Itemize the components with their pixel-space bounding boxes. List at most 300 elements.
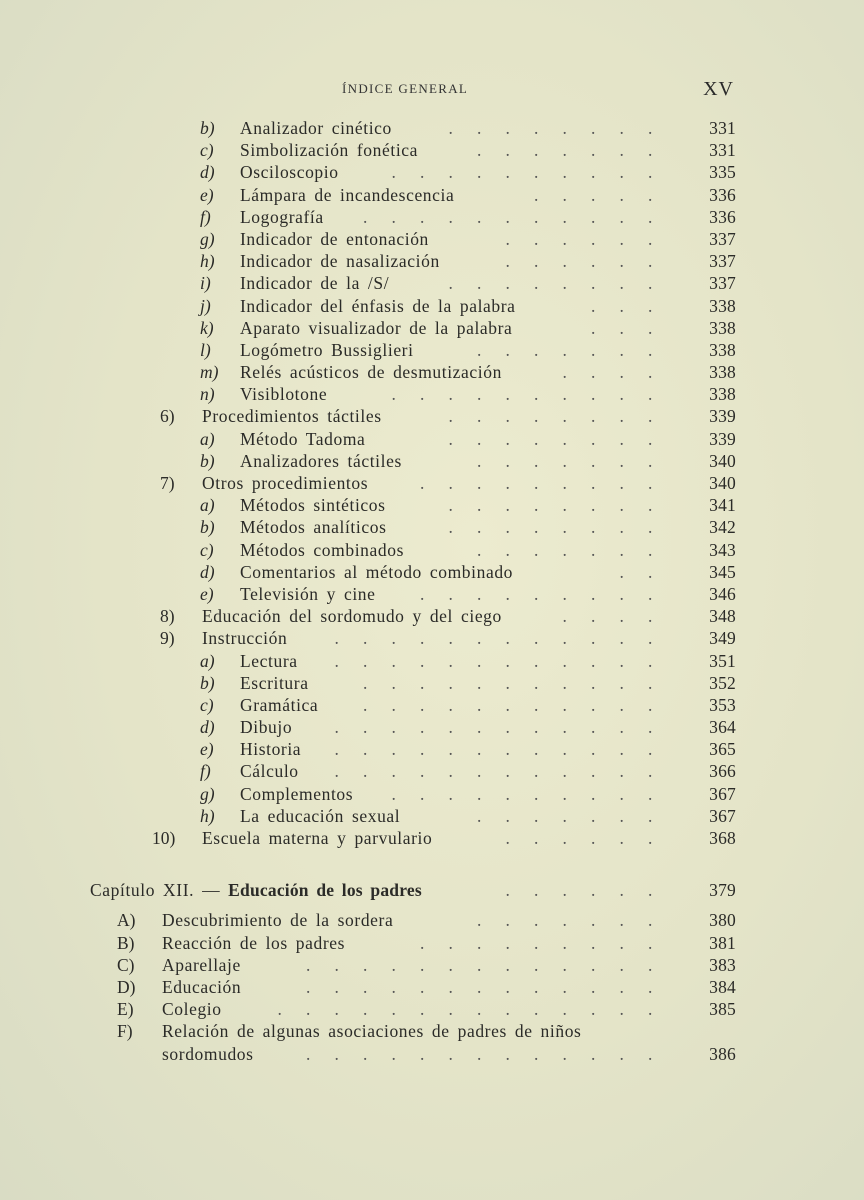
entry-title: Relación de algunas asociaciones de padres de niños: [162, 1021, 582, 1042]
entry-title: Analizadores táctiles: [240, 450, 402, 471]
entry-label: k): [200, 317, 214, 338]
leader-dot: .: [505, 999, 510, 1020]
leader-dot: .: [619, 976, 624, 997]
leader-dot: .: [591, 828, 596, 848]
entry-page-number: 345: [709, 561, 736, 582]
leader-dot: .: [619, 910, 624, 931]
leader-dot: .: [391, 783, 396, 804]
leader-dot: .: [562, 450, 567, 471]
leader-dot: .: [505, 783, 510, 804]
leader-dot: .: [391, 739, 396, 760]
leader-dot: .: [591, 339, 596, 360]
leader-dot: .: [448, 932, 453, 953]
leader-dot: .: [619, 672, 624, 693]
leader-dot: .: [448, 761, 453, 782]
leader-dot: .: [391, 761, 396, 782]
toc-section[interactable]: [0, 932, 864, 954]
leader-dot: .: [477, 140, 482, 161]
leader-dot: .: [648, 228, 653, 249]
leader-dot: .: [534, 783, 539, 804]
leader-dot: .: [591, 783, 596, 804]
leader-dot: .: [619, 428, 624, 449]
leader-dot: .: [648, 606, 653, 627]
leader-dot: .: [363, 976, 368, 997]
leader-dot: .: [562, 739, 567, 760]
toc-subentry[interactable]: [0, 383, 864, 405]
toc-subentry[interactable]: [0, 650, 864, 672]
leader-dot: .: [420, 583, 425, 604]
entry-page-number: 338: [709, 362, 736, 383]
leader-dot: .: [562, 606, 567, 627]
toc-subentry[interactable]: [0, 317, 864, 339]
toc-subentry[interactable]: [0, 117, 864, 139]
toc-section[interactable]: [0, 954, 864, 976]
entry-page-number: 336: [709, 206, 736, 227]
leader-dot: .: [591, 317, 596, 338]
entry-label: f): [200, 761, 211, 782]
leader-dot: .: [591, 1043, 596, 1064]
leader-dot: .: [619, 273, 624, 294]
leader-dot: .: [420, 384, 425, 405]
leader-dot: .: [477, 628, 482, 649]
leader-dot: .: [391, 206, 396, 227]
leader-dot: .: [619, 999, 624, 1020]
leader-dot: .: [562, 273, 567, 294]
entry-title: Gramática: [240, 694, 319, 715]
toc-section-continuation[interactable]: [0, 1043, 864, 1065]
toc-entry[interactable]: [0, 405, 864, 427]
leader-dot: .: [363, 672, 368, 693]
leader-dot: .: [648, 910, 653, 931]
leader-dot: .: [477, 954, 482, 975]
leader-dot: .: [505, 539, 510, 560]
leader-dot: .: [420, 739, 425, 760]
entry-title: Procedimientos táctiles: [202, 406, 382, 427]
leader-dot: .: [477, 976, 482, 997]
leader-dot: .: [591, 140, 596, 161]
chapter-name: Educación de los padres: [228, 880, 422, 901]
entry-title: Cálculo: [240, 761, 299, 782]
toc-subentry[interactable]: [0, 805, 864, 827]
toc-subentry[interactable]: [0, 184, 864, 206]
leader-dot: .: [448, 406, 453, 427]
entry-page-number: 352: [709, 672, 736, 693]
leader-dot: .: [562, 650, 567, 671]
leader-dot: .: [648, 628, 653, 649]
entry-label: D): [117, 976, 136, 997]
leader-dot: .: [591, 606, 596, 627]
leader-dot: .: [420, 999, 425, 1020]
leader-dot: .: [420, 672, 425, 693]
entry-page-number: 342: [709, 517, 736, 538]
leader-dot: .: [562, 628, 567, 649]
leader-dot: .: [534, 650, 539, 671]
leader-dot: .: [591, 739, 596, 760]
leader-dot: .: [619, 583, 624, 604]
leader-dot: .: [562, 473, 567, 493]
leader-dot: .: [334, 717, 339, 738]
leader-dot: .: [448, 999, 453, 1020]
leader-dot: .: [619, 162, 624, 183]
leader-dot: .: [448, 384, 453, 405]
leader-dot: .: [391, 650, 396, 671]
leader-dot: .: [534, 450, 539, 471]
leader-dot: .: [534, 694, 539, 715]
leader-dot: .: [562, 539, 567, 560]
toc-subentry[interactable]: [0, 738, 864, 760]
entry-page-number: 337: [709, 251, 736, 272]
leader-dot: .: [448, 495, 453, 516]
leader-dot: .: [619, 739, 624, 760]
leader-dot: .: [534, 406, 539, 427]
leader-dot: .: [334, 976, 339, 997]
leader-dot: .: [534, 976, 539, 997]
entry-page-number: 384: [709, 976, 736, 997]
leader-dot: .: [505, 583, 510, 604]
leader-dot: .: [505, 473, 510, 493]
toc-subentry[interactable]: [0, 139, 864, 161]
leader-dot: .: [420, 162, 425, 183]
leader-dot: .: [505, 228, 510, 249]
toc-section[interactable]: [0, 909, 864, 931]
leader-dot: .: [648, 384, 653, 405]
entry-label: j): [200, 295, 211, 316]
leader-dot: .: [477, 910, 482, 931]
toc-section[interactable]: [0, 1020, 864, 1042]
leader-dot: .: [448, 517, 453, 538]
leader-dot: .: [562, 954, 567, 975]
toc-subentry[interactable]: [0, 272, 864, 294]
leader-dot: .: [591, 880, 596, 901]
leader-dot: .: [505, 910, 510, 931]
toc-chapter-heading[interactable]: [0, 879, 864, 901]
toc-subentry[interactable]: [0, 494, 864, 516]
leader-dot: .: [505, 932, 510, 953]
leader-dot: .: [648, 339, 653, 360]
leader-dot: .: [619, 317, 624, 338]
toc-subentry[interactable]: [0, 694, 864, 716]
entry-page-number: 341: [709, 495, 736, 516]
leader-dot: .: [534, 517, 539, 538]
chapter-page-number: 379: [709, 880, 736, 901]
leader-dot: .: [648, 739, 653, 760]
leader-dot: .: [591, 384, 596, 405]
leader-dot: .: [505, 384, 510, 405]
leader-dot: .: [591, 976, 596, 997]
entry-title: Televisión y cine: [240, 583, 376, 604]
leader-dot: .: [334, 1043, 339, 1064]
leader-dot: .: [448, 717, 453, 738]
leader-dot: .: [619, 805, 624, 826]
toc-subentry[interactable]: [0, 539, 864, 561]
entry-title: Logografía: [240, 206, 324, 227]
leader-dot: .: [648, 880, 653, 901]
leader-dot: .: [591, 406, 596, 427]
leader-dot: .: [562, 828, 567, 848]
toc-subentry[interactable]: [0, 583, 864, 605]
leader-dot: .: [448, 162, 453, 183]
leader-dot: .: [477, 650, 482, 671]
leader-dot: .: [591, 717, 596, 738]
toc-subentry[interactable]: [0, 450, 864, 472]
toc-subentry[interactable]: [0, 206, 864, 228]
leader-dot: .: [562, 583, 567, 604]
leader-dot: .: [534, 880, 539, 901]
entry-page-number: 337: [709, 273, 736, 294]
leader-dot: .: [477, 783, 482, 804]
leader-dot: .: [534, 184, 539, 205]
entry-page-number: 364: [709, 717, 736, 738]
leader-dot: .: [505, 880, 510, 901]
leader-dot: .: [534, 339, 539, 360]
entry-label: h): [200, 251, 215, 272]
running-head: [0, 78, 864, 100]
leader-dot: .: [534, 206, 539, 227]
entry-title: Educación: [162, 976, 242, 997]
toc-subentry[interactable]: [0, 760, 864, 782]
entry-page-number: 343: [709, 539, 736, 560]
leader-dot: .: [363, 650, 368, 671]
leader-dot: .: [648, 118, 653, 138]
entry-title: Indicador de entonación: [240, 228, 429, 249]
leader-dot: .: [648, 317, 653, 338]
entry-title: Indicador de la /S/: [240, 273, 390, 294]
entry-label: F): [117, 1021, 133, 1042]
entry-label: E): [117, 999, 134, 1020]
toc-subentry[interactable]: [0, 716, 864, 738]
entry-label: a): [200, 650, 215, 671]
leader-dot: .: [648, 473, 653, 493]
entry-title: Escritura: [240, 672, 309, 693]
leader-dot: .: [591, 954, 596, 975]
leader-dot: .: [477, 339, 482, 360]
entry-page-number: 386: [709, 1043, 736, 1064]
leader-dot: .: [363, 999, 368, 1020]
toc-subentry[interactable]: [0, 339, 864, 361]
leader-dot: .: [391, 162, 396, 183]
leader-dot: .: [534, 273, 539, 294]
leader-dot: .: [562, 783, 567, 804]
leader-dot: .: [648, 583, 653, 604]
entry-title: sordomudos: [162, 1043, 254, 1064]
toc-entry[interactable]: [0, 605, 864, 627]
leader-dot: .: [534, 761, 539, 782]
entry-page-number: 338: [709, 295, 736, 316]
entry-title: Lámpara de incandescencia: [240, 184, 455, 205]
leader-dot: .: [562, 495, 567, 516]
leader-dot: .: [591, 450, 596, 471]
leader-dot: .: [562, 805, 567, 826]
leader-dot: .: [591, 295, 596, 316]
entry-page-number: 351: [709, 650, 736, 671]
leader-dot: .: [477, 473, 482, 493]
leader-dot: .: [619, 140, 624, 161]
entry-page-number: 365: [709, 739, 736, 760]
entry-page-number: 349: [709, 628, 736, 649]
leader-dot: .: [534, 495, 539, 516]
entry-page-number: 331: [709, 140, 736, 161]
leader-dot: .: [591, 517, 596, 538]
leader-dot: .: [505, 628, 510, 649]
leader-dot: .: [363, 1043, 368, 1064]
leader-dot: .: [477, 273, 482, 294]
leader-dot: .: [591, 539, 596, 560]
leader-dot: .: [363, 761, 368, 782]
leader-dot: .: [420, 783, 425, 804]
toc-subentry[interactable]: [0, 428, 864, 450]
entry-title: Método Tadoma: [240, 428, 366, 449]
leader-dot: .: [619, 694, 624, 715]
leader-dot: .: [591, 473, 596, 493]
leader-dot: .: [334, 761, 339, 782]
entry-page-number: 337: [709, 228, 736, 249]
entry-title: Descubrimiento de la sordera: [162, 910, 394, 931]
leader-dot: .: [477, 1043, 482, 1064]
leader-dot: .: [391, 694, 396, 715]
leader-dot: .: [477, 539, 482, 560]
leader-dot: .: [448, 672, 453, 693]
leader-dot: .: [448, 976, 453, 997]
leader-dot: .: [648, 761, 653, 782]
toc-section[interactable]: [0, 998, 864, 1020]
leader-dot: .: [391, 628, 396, 649]
entry-label: m): [200, 362, 219, 383]
toc-subentry[interactable]: [0, 672, 864, 694]
leader-dot: .: [648, 140, 653, 161]
leader-dot: .: [363, 206, 368, 227]
leader-dot: .: [619, 118, 624, 138]
entry-page-number: 366: [709, 761, 736, 782]
leader-dot: .: [591, 118, 596, 138]
leader-dot: .: [420, 761, 425, 782]
entry-title: Comentarios al método combinado: [240, 561, 514, 582]
entry-title: Otros procedimientos: [202, 473, 369, 493]
leader-dot: .: [619, 384, 624, 405]
toc-subentry[interactable]: [0, 228, 864, 250]
leader-dot: .: [505, 828, 510, 848]
entry-page-number: 335: [709, 162, 736, 183]
leader-dot: .: [505, 694, 510, 715]
entry-label: e): [200, 739, 214, 760]
leader-dot: .: [591, 999, 596, 1020]
leader-dot: .: [534, 539, 539, 560]
entry-label: b): [200, 672, 215, 693]
leader-dot: .: [648, 251, 653, 272]
leader-dot: .: [420, 473, 425, 493]
leader-dot: .: [562, 932, 567, 953]
leader-dot: .: [420, 1043, 425, 1064]
entry-page-number: 331: [709, 118, 736, 138]
toc-section[interactable]: [0, 976, 864, 998]
leader-dot: .: [591, 761, 596, 782]
entry-title: Métodos analíticos: [240, 517, 387, 538]
leader-dot: .: [619, 295, 624, 316]
leader-dot: .: [534, 828, 539, 848]
leader-dot: .: [619, 761, 624, 782]
toc-entry[interactable]: [0, 827, 864, 849]
leader-dot: .: [448, 954, 453, 975]
leader-dot: .: [505, 517, 510, 538]
leader-dot: .: [448, 650, 453, 671]
leader-dot: .: [591, 932, 596, 953]
toc-subentry[interactable]: [0, 361, 864, 383]
toc-subentry[interactable]: [0, 295, 864, 317]
leader-dot: .: [534, 118, 539, 138]
chapter-title: [90, 879, 422, 901]
leader-dot: .: [334, 739, 339, 760]
toc-subentry[interactable]: [0, 516, 864, 538]
leader-dot: .: [391, 1043, 396, 1064]
leader-dot: .: [448, 694, 453, 715]
leader-dot: .: [648, 539, 653, 560]
entry-label: a): [200, 495, 215, 516]
leader-dot: .: [619, 828, 624, 848]
entry-title: Dibujo: [240, 717, 293, 738]
leader-dot: .: [591, 583, 596, 604]
leader-dot: .: [477, 384, 482, 405]
leader-dot: .: [477, 206, 482, 227]
leader-dot: .: [562, 162, 567, 183]
entry-title: Analizador cinético: [240, 118, 392, 138]
entry-label: 9): [160, 628, 175, 649]
entry-label: c): [200, 140, 214, 161]
entry-title: Instrucción: [202, 628, 288, 649]
leader-dot: .: [591, 694, 596, 715]
entry-label: c): [200, 694, 214, 715]
leader-dot: .: [591, 805, 596, 826]
leader-dot: .: [391, 999, 396, 1020]
leader-dot: .: [420, 206, 425, 227]
toc-subentry[interactable]: [0, 161, 864, 183]
toc-entry[interactable]: [0, 627, 864, 649]
leader-dot: .: [477, 428, 482, 449]
leader-dot: .: [420, 976, 425, 997]
leader-dot: .: [591, 910, 596, 931]
leader-dot: .: [648, 976, 653, 997]
leader-dot: .: [591, 162, 596, 183]
leader-dot: .: [505, 954, 510, 975]
leader-dot: .: [534, 999, 539, 1020]
leader-dot: .: [648, 999, 653, 1020]
leader-dot: .: [306, 954, 311, 975]
leader-dot: .: [562, 517, 567, 538]
toc-entry[interactable]: [0, 472, 864, 494]
toc-subentry[interactable]: [0, 783, 864, 805]
leader-dot: .: [477, 805, 482, 826]
leader-dot: .: [477, 583, 482, 604]
leader-dot: .: [648, 828, 653, 848]
leader-dot: .: [391, 954, 396, 975]
toc-subentry[interactable]: [0, 250, 864, 272]
leader-dot: .: [562, 362, 567, 383]
leader-dot: .: [562, 228, 567, 249]
leader-dot: .: [448, 739, 453, 760]
leader-dot: .: [448, 428, 453, 449]
toc-subentry[interactable]: [0, 561, 864, 583]
entry-page-number: 380: [709, 910, 736, 931]
leader-dot: .: [505, 761, 510, 782]
leader-dot: .: [648, 184, 653, 205]
leader-dot: .: [534, 583, 539, 604]
leader-dot: .: [420, 650, 425, 671]
entry-title: Indicador del énfasis de la palabra: [240, 295, 516, 316]
leader-dot: .: [648, 954, 653, 975]
entry-title: Logómetro Bussiglieri: [240, 339, 414, 360]
leader-dot: .: [591, 428, 596, 449]
entry-page-number: 346: [709, 583, 736, 604]
leader-dot: .: [448, 628, 453, 649]
leader-dot: .: [505, 162, 510, 183]
